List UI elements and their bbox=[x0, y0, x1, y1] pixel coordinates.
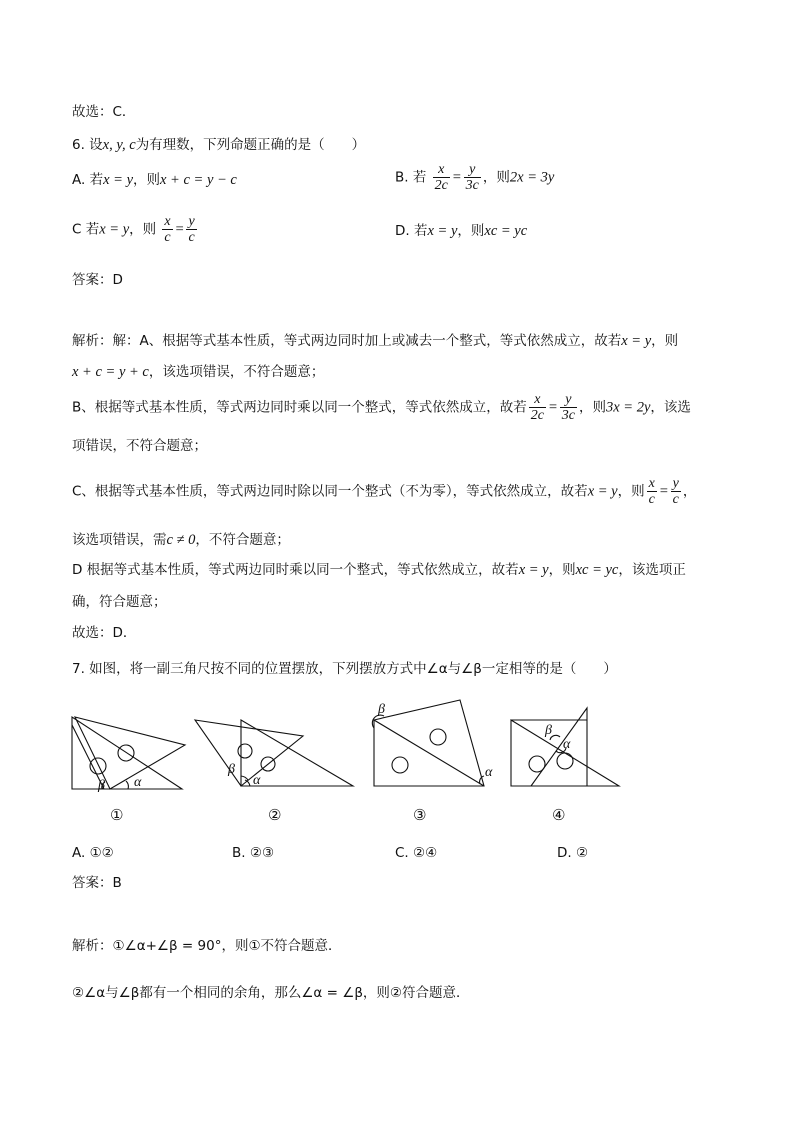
q6-explanation-line-4: 项错误，不符合题意； bbox=[72, 438, 207, 454]
q6-explanation-line-3: B、根据等式基本性质，等式两边同时乘以同一个整式，等式依然成立，故若 $\frac{x}{2c}$ = $\frac{y}{3c}$ ，则3x = 2y，该选 bbox=[72, 392, 691, 423]
triangle-ruler-large bbox=[374, 700, 484, 786]
fraction: $\frac{y}{3c}$ bbox=[561, 392, 575, 423]
q6-stem: 6. 设x, y, c为有理数，下列命题正确的是（ ） bbox=[72, 137, 366, 153]
q6-answer: 答案：D bbox=[72, 272, 123, 288]
q6-option-a[interactable]: A. 若x = y，则x + c = y − c bbox=[72, 172, 237, 188]
ruler-hole bbox=[392, 757, 408, 773]
fraction: $\frac{x}{2c}$ bbox=[530, 392, 544, 423]
triangle-ruler-large bbox=[72, 717, 182, 789]
figure-2-label: ② bbox=[268, 806, 282, 824]
q6-option-c[interactable]: C 若x = y，则 $\frac{x}{c}$ = $\frac{y}{c}$ bbox=[72, 214, 195, 245]
angle-beta-arc bbox=[241, 776, 248, 780]
label-beta: β bbox=[228, 762, 235, 777]
fraction: $\frac{x}{c}$ bbox=[164, 214, 171, 245]
figure-4-label: ④ bbox=[552, 806, 566, 824]
ruler-hole bbox=[430, 729, 446, 745]
q6-explanation-line-7: D 根据等式基本性质，等式两边同时乘以同一个整式，等式依然成立，故若x = y，则xc = yc，该选项正 bbox=[72, 562, 686, 578]
ruler-diagonal bbox=[374, 720, 484, 786]
ruler-hole bbox=[557, 753, 573, 769]
label-beta: β bbox=[545, 723, 552, 738]
previous-answer: 故选：C． bbox=[72, 104, 136, 120]
fraction: $\frac{y}{c}$ bbox=[188, 214, 195, 245]
q6-explanation-line-2: x + c = y + c，该选项错误，不符合题意； bbox=[72, 364, 325, 380]
label-alpha: α bbox=[485, 765, 493, 780]
figure-3-diagram bbox=[372, 698, 502, 790]
fraction: $\frac{y}{c}$ bbox=[672, 476, 679, 507]
fraction: $\frac{x}{c}$ bbox=[648, 476, 655, 507]
angle-alpha-arc bbox=[126, 781, 128, 789]
ruler-hole bbox=[238, 744, 252, 758]
figure-3-label: ③ bbox=[413, 806, 427, 824]
q6-explanation-line-5: C、根据等式基本性质，等式两边同时除以同一个整式（不为零），等式依然成立，故若x = y，则 $\frac{x}{c}$ = $\frac{y}{c}$ ， bbox=[72, 476, 697, 507]
q7-answer: 答案：B bbox=[72, 875, 122, 891]
fraction: $\frac{y}{3c}$ bbox=[465, 162, 479, 193]
q6-option-d[interactable]: D. 若x = y，则xc = yc bbox=[395, 223, 528, 239]
q6-explanation-line-9: 故选：D． bbox=[72, 625, 137, 641]
label-alpha: α bbox=[253, 773, 261, 788]
q6-explanation-line-8: 确，符合题意； bbox=[72, 594, 167, 610]
triangle-ruler-small bbox=[195, 720, 303, 786]
figure-1-diagram bbox=[70, 715, 190, 795]
q7-option-c[interactable]: C. ②④ bbox=[395, 845, 438, 861]
figure-2-diagram bbox=[193, 718, 358, 793]
label-alpha: α bbox=[563, 737, 571, 752]
q6-explanation-line-1: 解析：解：A、根据等式基本性质，等式两边同时加上或减去一个整式，等式依然成立，故若x = y，则 bbox=[72, 333, 679, 349]
figure-4-diagram bbox=[509, 706, 629, 790]
label-beta: β bbox=[378, 702, 385, 717]
q7-stem: 7. 如图，将一副三角尺按不同的位置摆放，下列摆放方式中∠α与∠β一定相等的是（ ） bbox=[72, 661, 617, 677]
q7-option-d[interactable]: D. ② bbox=[557, 845, 589, 861]
triangle-ruler-small bbox=[75, 717, 185, 789]
angle-alpha-arc bbox=[245, 780, 250, 786]
q6-option-b[interactable]: B. 若 $\frac{x}{2c}$ = $\frac{y}{3c}$ ，则2x = 3y bbox=[395, 162, 555, 193]
q7-option-b[interactable]: B. ②③ bbox=[232, 845, 275, 861]
q6-explanation-line-6: 该选项错误，需c ≠ 0，不符合题意； bbox=[72, 532, 290, 548]
q7-explanation-line-1: 解析：①∠α+∠β = 90°，则①不符合题意． bbox=[72, 938, 342, 954]
label-alpha: α bbox=[134, 775, 142, 790]
figure-1-label: ① bbox=[110, 806, 124, 824]
fraction: $\frac{x}{2c}$ bbox=[434, 162, 448, 193]
ruler-hole bbox=[529, 756, 545, 772]
label-beta: β bbox=[98, 778, 105, 793]
q7-option-a[interactable]: A. ①② bbox=[72, 845, 114, 861]
q7-explanation-line-2: ②∠α与∠β都有一个相同的余角，那么∠α = ∠β，则②符合题意． bbox=[72, 985, 470, 1001]
